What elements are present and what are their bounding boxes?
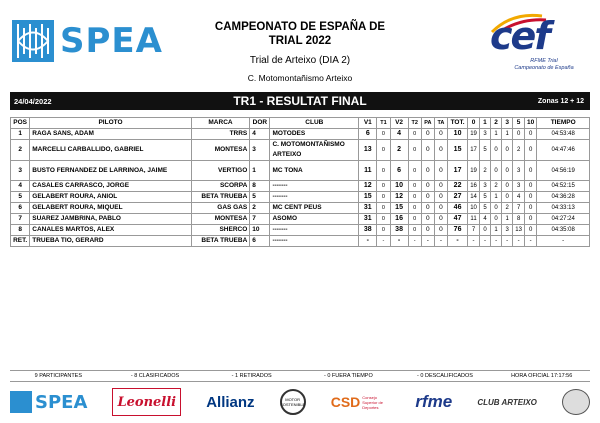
cell-marca: GAS GAS — [191, 203, 250, 214]
cell-c2: 1 — [491, 129, 502, 140]
cell-t2: 0 — [408, 225, 421, 236]
cell-c3: - — [502, 236, 513, 247]
cell-ta: 0 — [434, 214, 447, 225]
col-tot: TOT. — [447, 118, 467, 129]
cell-piloto: GELABERT ROURA, ANIOL — [30, 192, 191, 203]
cell-club: MC TONA — [270, 161, 359, 181]
cell-t2: 0 — [408, 203, 421, 214]
cell-v2: 38 — [390, 225, 408, 236]
col-t1: T1 — [377, 118, 390, 129]
cell-piloto: MARCELLI CARBALLIDO, GABRIEL — [30, 140, 191, 161]
cell-t1: 0 — [377, 214, 390, 225]
cell-club: ------- — [270, 236, 359, 247]
cell-c10: 0 — [525, 181, 537, 192]
classified-count: - 8 CLASIFICADOS — [130, 373, 180, 379]
cell-pa: 0 — [421, 192, 434, 203]
spea-logo — [12, 18, 177, 64]
cell-pos: 7 — [11, 214, 30, 225]
cell-dor: 7 — [250, 214, 270, 225]
cell-piloto: RAGA SANS, ADAM — [30, 129, 191, 140]
cell-t2: 0 — [408, 129, 421, 140]
cell-tot: 27 — [447, 192, 467, 203]
cell-t1: - — [377, 236, 390, 247]
cell-c10: 0 — [525, 129, 537, 140]
sponsor-rfme: rfme — [415, 392, 453, 411]
sponsor-sostenible: MOTOR SOSTENIBLE — [280, 389, 306, 415]
cell-pos: RET. — [11, 236, 30, 247]
cell-t2: 0 — [408, 181, 421, 192]
cell-v2: 15 — [390, 203, 408, 214]
cell-dor: 10 — [250, 225, 270, 236]
table-row — [11, 236, 590, 247]
cell-c2: 1 — [491, 192, 502, 203]
cell-c10: - — [525, 236, 537, 247]
cell-club: MOTODES — [270, 129, 359, 140]
cell-tiempo: - — [537, 236, 590, 247]
cell-tiempo: 04:27:24 — [537, 214, 590, 225]
cell-pos: 8 — [11, 225, 30, 236]
sponsor-spea: SPEA — [10, 388, 87, 416]
cell-c5: 4 — [513, 192, 525, 203]
cell-t2: - — [408, 236, 421, 247]
cell-club: C. MOTOMONTAÑISMO ARTEIXO — [270, 140, 359, 161]
col-10: 10 — [525, 118, 537, 129]
cell-c1: 3 — [479, 129, 490, 140]
cell-c3: 0 — [502, 192, 513, 203]
cell-tot: 15 — [447, 140, 467, 161]
cell-club: ------- — [270, 192, 359, 203]
table-row — [11, 140, 590, 161]
col-0: 0 — [468, 118, 480, 129]
cell-tot: 46 — [447, 203, 467, 214]
cell-c0: - — [468, 236, 480, 247]
cell-c3: 1 — [502, 129, 513, 140]
cell-pa: 0 — [421, 214, 434, 225]
col-3: 3 — [502, 118, 513, 129]
cell-c3: 3 — [502, 225, 513, 236]
cell-c3: 0 — [502, 181, 513, 192]
cell-c5: 8 — [513, 214, 525, 225]
cef-logo — [482, 10, 582, 80]
cell-pa: 0 — [421, 129, 434, 140]
col-v1: V1 — [359, 118, 377, 129]
cell-v2: 6 — [390, 161, 408, 181]
cell-tiempo: 04:35:08 — [537, 225, 590, 236]
col-1: 1 — [479, 118, 490, 129]
table-header-row — [11, 118, 590, 129]
col-club: CLUB — [270, 118, 359, 129]
cell-c10: 0 — [525, 161, 537, 181]
cell-pa: 0 — [421, 225, 434, 236]
cell-c2: 1 — [491, 225, 502, 236]
cell-c5: 3 — [513, 181, 525, 192]
cell-pa: 0 — [421, 140, 434, 161]
cell-tiempo: 04:47:46 — [537, 140, 590, 161]
cell-v1: 12 — [359, 181, 377, 192]
col-pa: PA — [421, 118, 434, 129]
cell-c2: 0 — [491, 214, 502, 225]
cell-v2: - — [390, 236, 408, 247]
table-row — [11, 129, 590, 140]
cell-marca: TRRS — [191, 129, 250, 140]
cell-pa: 0 — [421, 181, 434, 192]
cell-t1: 0 — [377, 203, 390, 214]
sponsor-allianz: Allianz — [206, 393, 255, 411]
cell-c2: - — [491, 236, 502, 247]
participants-count: 9 PARTICIPANTES — [34, 373, 83, 379]
cell-v2: 12 — [390, 192, 408, 203]
title-line-1: CAMPEONATO DE ESPAÑA DE — [214, 21, 386, 33]
cell-v1: 31 — [359, 214, 377, 225]
spea-brand-text: SPEA — [60, 21, 163, 61]
cell-c1: 0 — [479, 225, 490, 236]
cell-c10: 0 — [525, 214, 537, 225]
header — [0, 0, 600, 92]
cell-club: MC CENT PEUS — [270, 203, 359, 214]
col-5: 5 — [513, 118, 525, 129]
cell-pa: 0 — [421, 203, 434, 214]
cell-club: ------- — [270, 181, 359, 192]
cell-v1: 15 — [359, 192, 377, 203]
cell-ta: 0 — [434, 140, 447, 161]
cell-t2: 0 — [408, 192, 421, 203]
col-v2: V2 — [390, 118, 408, 129]
cell-tot: - — [447, 236, 467, 247]
cell-ta: 0 — [434, 129, 447, 140]
col-t2: T2 — [408, 118, 421, 129]
csd-logo-text: CSD — [330, 394, 361, 410]
cell-piloto: BUSTO FERNANDEZ DE LARRINOA, JAIME — [30, 161, 191, 181]
cell-c2: 0 — [491, 203, 502, 214]
cell-tiempo: 04:56:19 — [537, 161, 590, 181]
cell-v1: 11 — [359, 161, 377, 181]
cell-c2: 2 — [491, 181, 502, 192]
cell-c3: 1 — [502, 214, 513, 225]
cell-c1: 5 — [479, 192, 490, 203]
cell-piloto: CANALES MARTOS, ALEX — [30, 225, 191, 236]
cell-c5: 3 — [513, 161, 525, 181]
cell-v1: - — [359, 236, 377, 247]
cell-t2: 0 — [408, 161, 421, 181]
cell-c10: 0 — [525, 192, 537, 203]
cell-v1: 38 — [359, 225, 377, 236]
cell-c0: 16 — [468, 181, 480, 192]
cell-t1: 0 — [377, 161, 390, 181]
moto-rider-icon — [562, 389, 590, 415]
cell-c0: 17 — [468, 140, 480, 161]
cell-club: ------- — [270, 225, 359, 236]
cell-piloto: CASALES CARRASCO, JORGE — [30, 181, 191, 192]
zones-count: Zonas 12 + 12 — [537, 97, 584, 105]
cell-marca: MONTESA — [191, 140, 250, 161]
col-pos: POS — [11, 118, 30, 129]
col-2: 2 — [491, 118, 502, 129]
cell-tot: 76 — [447, 225, 467, 236]
event-subtitle: Trial de Arteixo (DIA 2) — [249, 55, 351, 66]
cell-tot: 17 — [447, 161, 467, 181]
col-marca: MARCA — [191, 118, 250, 129]
cell-marca: BETA TRUEBA — [191, 236, 250, 247]
sponsor-csd — [331, 388, 391, 416]
cell-c0: 19 — [468, 161, 480, 181]
col-dor: DOR — [250, 118, 270, 129]
cell-c5: 0 — [513, 129, 525, 140]
cef-logo-text: cef — [490, 14, 549, 58]
cell-v2: 2 — [390, 140, 408, 161]
cell-c0: 14 — [468, 192, 480, 203]
cell-pos: 6 — [11, 203, 30, 214]
table-row — [11, 181, 590, 192]
retired-count: - 1 RETIRADOS — [231, 373, 272, 379]
cell-t1: 0 — [377, 181, 390, 192]
cell-t2: 0 — [408, 214, 421, 225]
sponsor-club-arteixo: CLUB ARTEIXO — [477, 397, 537, 407]
cell-tiempo: 04:53:48 — [537, 129, 590, 140]
cell-tot: 10 — [447, 129, 467, 140]
cell-c1: - — [479, 236, 490, 247]
cell-dor: 1 — [250, 161, 270, 181]
cell-dor: 4 — [250, 129, 270, 140]
cell-c2: 0 — [491, 140, 502, 161]
cell-c10: 0 — [525, 225, 537, 236]
cell-c0: 19 — [468, 129, 480, 140]
cell-c1: 5 — [479, 140, 490, 161]
cell-c10: 0 — [525, 140, 537, 161]
cell-pos: 2 — [11, 140, 30, 161]
cell-t1: 0 — [377, 129, 390, 140]
cell-dor: 3 — [250, 140, 270, 161]
cell-pos: 4 — [11, 181, 30, 192]
cell-marca: MONTESA — [191, 214, 250, 225]
official-time: HORA OFICIAL 17:17:56 — [511, 373, 573, 379]
cell-c3: 0 — [502, 161, 513, 181]
cell-piloto: GELABERT ROURA, MIQUEL — [30, 203, 191, 214]
cell-piloto: SUAREZ JAMBRINA, PABLO — [30, 214, 191, 225]
cell-t2: 0 — [408, 140, 421, 161]
cef-subtext: RFME Trial Campeonato de España — [514, 58, 574, 71]
out-of-time-count: - 0 FUERA TIEMPO — [323, 373, 373, 379]
cell-t1: 0 — [377, 140, 390, 161]
table-row — [11, 203, 590, 214]
cell-marca: SHERCO — [191, 225, 250, 236]
cell-tot: 22 — [447, 181, 467, 192]
cell-ta: 0 — [434, 161, 447, 181]
cell-c3: 2 — [502, 203, 513, 214]
spea-mark-icon — [12, 20, 54, 62]
cell-c1: 5 — [479, 203, 490, 214]
cell-c1: 2 — [479, 161, 490, 181]
cell-ta: - — [434, 236, 447, 247]
summary-footer — [10, 370, 590, 382]
cell-ta: 0 — [434, 225, 447, 236]
cell-tiempo: 04:33:13 — [537, 203, 590, 214]
cell-pos: 3 — [11, 161, 30, 181]
table-row — [11, 161, 590, 181]
cell-t1: 0 — [377, 225, 390, 236]
table-row — [11, 214, 590, 225]
cell-ta: 0 — [434, 181, 447, 192]
col-ta: TA — [434, 118, 447, 129]
cell-piloto: TRUEBA TIO, GERARD — [30, 236, 191, 247]
results-title: TR1 - RESULTAT FINAL — [233, 94, 367, 108]
table-row — [11, 192, 590, 203]
cell-c1: 3 — [479, 181, 490, 192]
cell-c1: 4 — [479, 214, 490, 225]
cell-c10: 0 — [525, 203, 537, 214]
table-row — [11, 225, 590, 236]
organizer: C. Motomontañismo Arteixo — [247, 73, 353, 83]
cell-c5: 7 — [513, 203, 525, 214]
results-table — [10, 117, 590, 247]
title-line-2: TRIAL 2022 — [268, 35, 332, 47]
cell-pa: 0 — [421, 161, 434, 181]
cell-tot: 47 — [447, 214, 467, 225]
cell-marca: VERTIGO — [191, 161, 250, 181]
cell-c0: 10 — [468, 203, 480, 214]
cell-dor: 8 — [250, 181, 270, 192]
col-piloto: PILOTO — [30, 118, 191, 129]
cell-v2: 4 — [390, 129, 408, 140]
spea-mini-icon — [10, 391, 32, 413]
csd-caption: Consejo Superior de Deportes — [362, 394, 383, 410]
cell-v1: 6 — [359, 129, 377, 140]
cell-c5: 13 — [513, 225, 525, 236]
cell-c3: 0 — [502, 140, 513, 161]
cell-ta: 0 — [434, 203, 447, 214]
disqualified-count: - 0 DESCALIFICADOS — [417, 373, 473, 379]
cell-c5: - — [513, 236, 525, 247]
sponsors-strip — [10, 386, 590, 418]
cell-t1: 0 — [377, 192, 390, 203]
cell-club: ASOMO — [270, 214, 359, 225]
sponsor-leonelli: Leonelli — [112, 388, 181, 416]
cell-v2: 16 — [390, 214, 408, 225]
cell-marca: BETA TRUEBA — [191, 192, 250, 203]
title-block — [190, 20, 410, 83]
event-date: 24/04/2022 — [14, 96, 52, 106]
cell-tiempo: 04:36:28 — [537, 192, 590, 203]
cell-c2: 0 — [491, 161, 502, 181]
cell-c5: 2 — [513, 140, 525, 161]
results-title-bar — [10, 92, 590, 110]
cell-c0: 7 — [468, 225, 480, 236]
col-tiempo: TIEMPO — [537, 118, 590, 129]
cell-dor: 2 — [250, 203, 270, 214]
cell-marca: SCORPA — [191, 181, 250, 192]
cell-dor: 6 — [250, 236, 270, 247]
cell-v1: 13 — [359, 140, 377, 161]
cell-v1: 31 — [359, 203, 377, 214]
cell-dor: 5 — [250, 192, 270, 203]
cell-v2: 10 — [390, 181, 408, 192]
cell-pos: 5 — [11, 192, 30, 203]
cell-c0: 11 — [468, 214, 480, 225]
cell-pos: 1 — [11, 129, 30, 140]
cell-pa: - — [421, 236, 434, 247]
cell-ta: 0 — [434, 192, 447, 203]
cell-tiempo: 04:52:15 — [537, 181, 590, 192]
